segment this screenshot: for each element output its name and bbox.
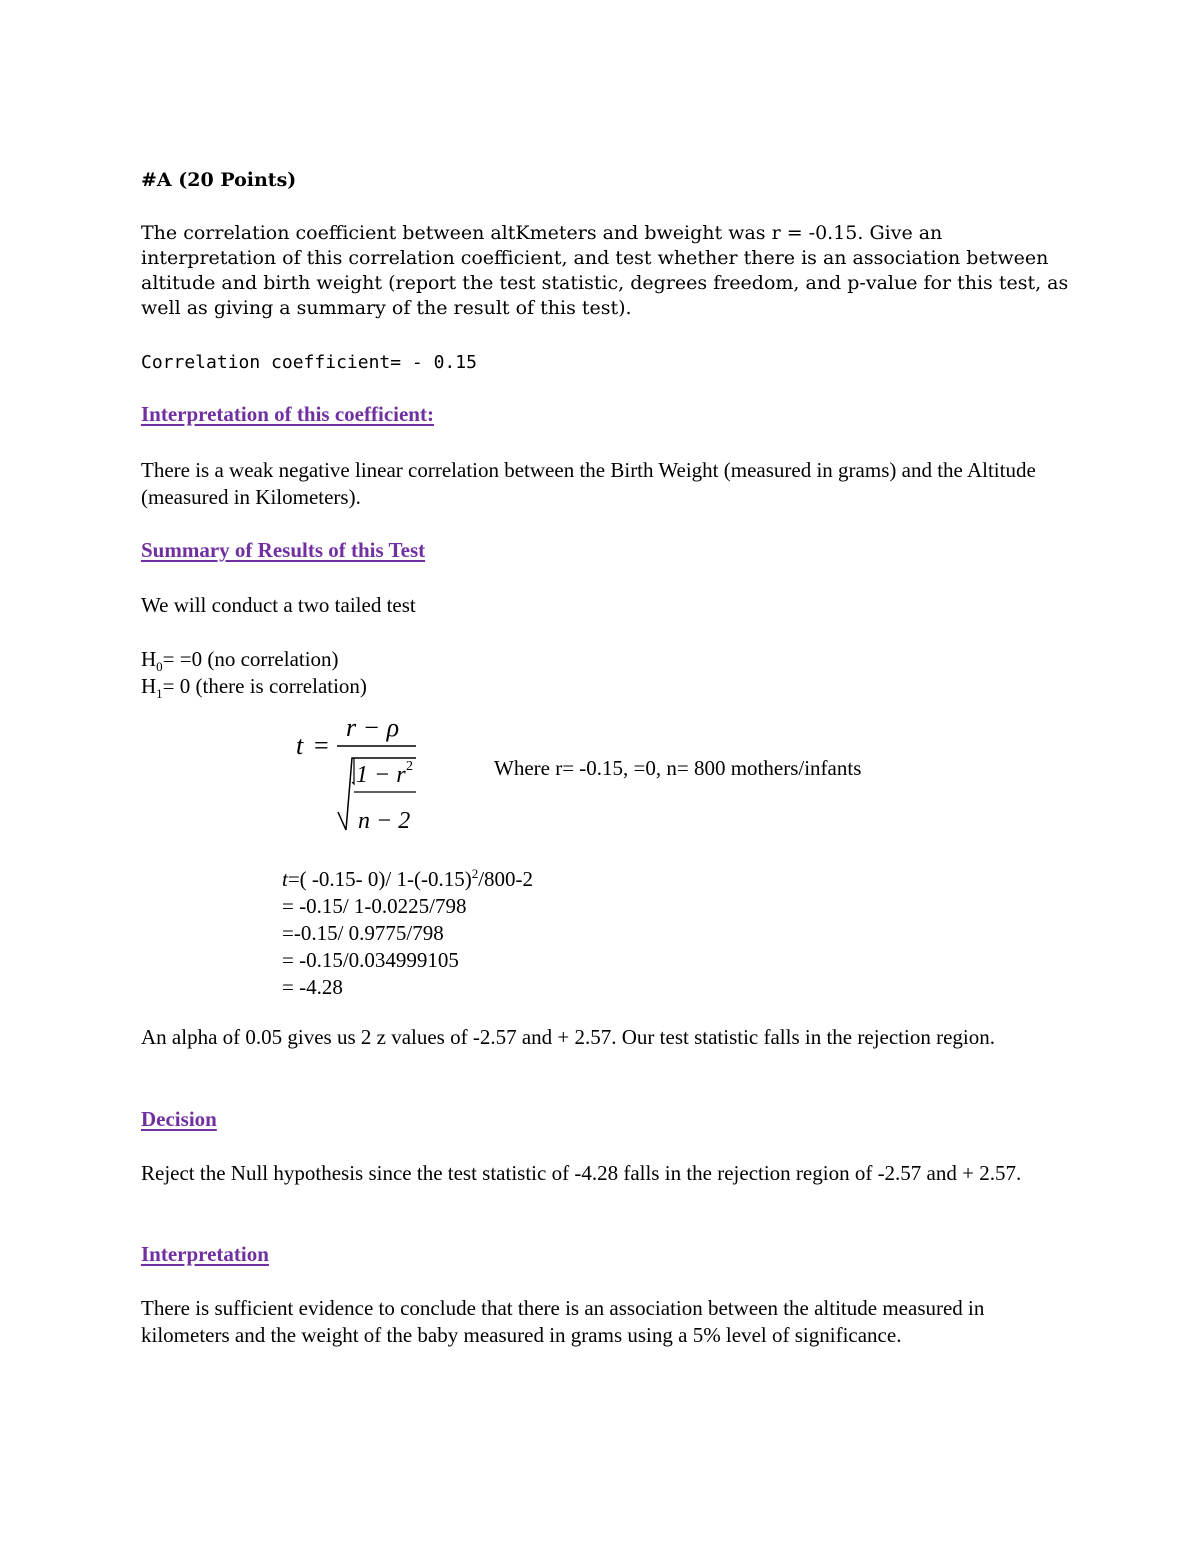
alpha-text: An alpha of 0.05 gives us 2 z values of -2.57 and + 2.57. Our test statistic falls in the rejection region.: [141, 1025, 995, 1049]
formula-graphic: [290, 712, 440, 842]
formula-one-minus-r: 1 − r: [356, 762, 406, 788]
correlation-line: Correlation coefficient= - 0.15: [141, 352, 477, 373]
formula-equals: =: [314, 731, 329, 760]
question-text: The correlation coefficient between altKmeters and bweight was r = -0.15. Give an interpretation of this correlation coefficient, and test whether there is an association between altitude and birth weight (report the test statistic, degrees freedom, and p-value for this test, as well as giving a summary of the result of this test).: [141, 222, 1069, 319]
calc-line-3: =-0.15/ 0.9775/798: [282, 921, 444, 945]
formula-square: 2: [406, 759, 413, 774]
heading-decision: Decision: [141, 1107, 217, 1131]
calc-line-1-sup: 2: [471, 866, 479, 881]
alternative-hypothesis: [141, 673, 1071, 707]
h1-letter: H: [141, 674, 157, 698]
t-statistic-formula: [290, 712, 440, 842]
page-title: #A (20 Points): [141, 169, 297, 191]
interpretation-coefficient-text: There is a weak negative linear correlation between the Birth Weight (measured in grams) and the Altitude (measured in Kilometers).: [141, 458, 1036, 509]
h0-text: = =0 (no correlation): [162, 647, 339, 671]
formula-t: t: [296, 731, 304, 760]
calc-line-1-a: =( -0.15- 0)/ 1-(-0.15): [287, 867, 472, 891]
calculation-steps: [282, 860, 533, 1001]
interpretation-text: There is sufficient evidence to conclude that there is an association between the altitude measured in kilometers and the weight of the baby measured in grams using a 5% level of significance.: [141, 1296, 985, 1347]
decision-text: Reject the Null hypothesis since the test statistic of -4.28 falls in the rejection region of -2.57 and + 2.57.: [141, 1161, 1022, 1185]
heading-interpretation-coefficient: Interpretation of this coefficient:: [141, 402, 434, 426]
two-tailed-text: We will conduct a two tailed test: [141, 593, 416, 617]
formula-denominator: n − 2: [358, 808, 411, 834]
calc-line-5: = -4.28: [282, 975, 343, 999]
h1-subscript: 1: [156, 686, 163, 702]
h0-subscript: 0: [156, 659, 163, 675]
h1-text: = 0 (there is correlation): [162, 674, 367, 698]
formula-numerator: r − ρ: [346, 713, 400, 742]
h0-letter: H: [141, 647, 157, 671]
calc-t: t: [282, 867, 288, 891]
calc-line-4: = -0.15/0.034999105: [282, 948, 459, 972]
calc-line-2: = -0.15/ 1-0.0225/798: [282, 894, 467, 918]
calc-line-1-b: /800-2: [478, 867, 534, 891]
heading-interpretation: Interpretation: [141, 1242, 269, 1266]
calc-line-1: [282, 860, 533, 893]
where-text: Where r= -0.15, =0, n= 800 mothers/infants: [494, 756, 862, 780]
heading-summary-results: Summary of Results of this Test: [141, 538, 426, 562]
